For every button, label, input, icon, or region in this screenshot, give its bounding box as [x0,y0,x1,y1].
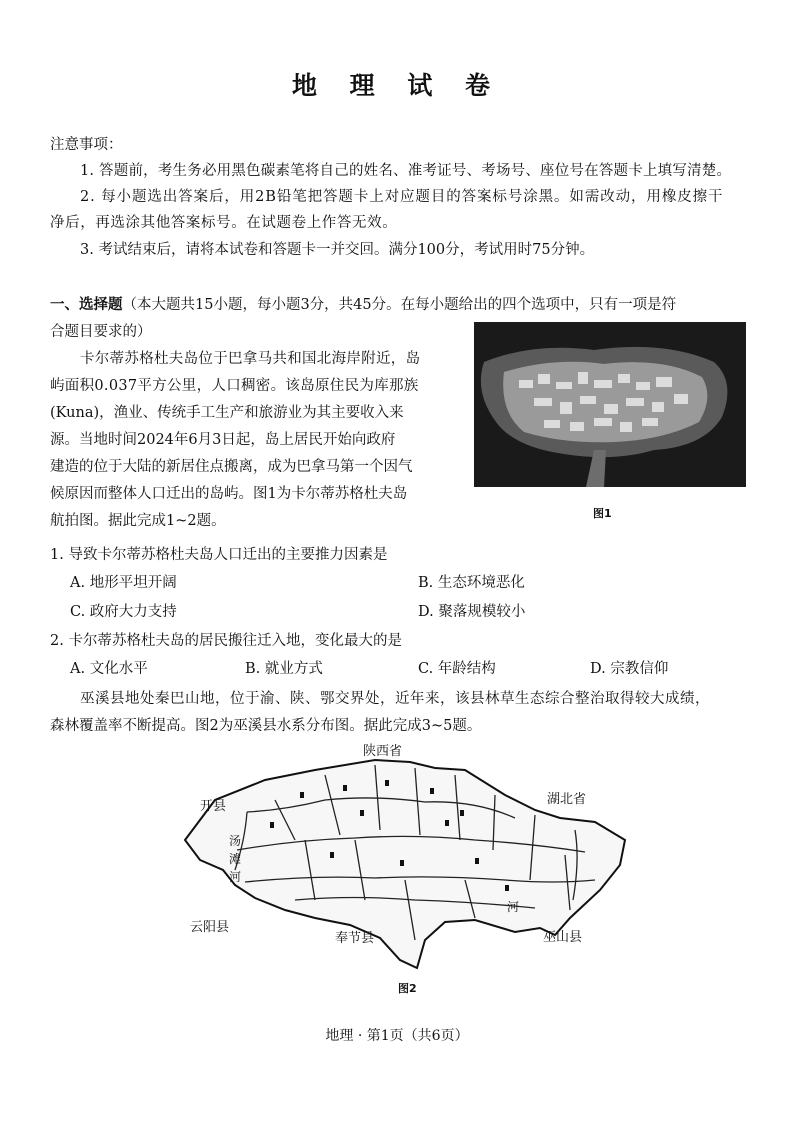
question-2-stem: 2. 卡尔蒂苏格杜夫岛的居民搬往迁入地，变化最大的是 [50,633,402,649]
question-2-option-a: A. 文化水平 [70,661,148,677]
water-system-map [175,740,635,972]
question-1-option-b: B. 生态环境恶化 [418,575,525,591]
section-description-cont: 合题目要求的） [50,324,152,340]
passage1-line: 候原因而整体人口迁出的岛屿。图1为卡尔蒂苏格杜夫岛 [50,486,408,502]
notice-item-3: 3. 考试结束后，请将本试卷和答题卡一并交回。满分100分，考试用时75分钟。 [80,242,595,258]
passage1-line: (Kuna)，渔业、传统手工生产和旅游业为其主要收入来 [50,405,404,421]
passage2-line: 巫溪县地处秦巴山地，位于渝、陕、鄂交界处，近年来，该县林草生态综合整治取得较大成绩， [80,691,710,707]
question-2-option-d: D. 宗教信仰 [590,661,669,677]
map-label-yunyang: 云阳县 [190,920,230,935]
notice-item-2-cont: 净后，再选涂其他答案标号。在试题卷上作答无效。 [50,215,398,231]
map-label-river: 汤 [229,834,242,848]
passage1-line: 屿面积0.037平方公里，人口稠密。该岛原住民为库那族 [50,378,419,394]
map-label-wushan: 巫山县 [543,930,583,945]
page-title: 地 理 试 卷 [291,71,503,100]
page-footer: 地理 · 第1页（共6页） [325,1028,469,1044]
question-1-stem: 1. 导致卡尔蒂苏格杜夫岛人口迁出的主要推力因素是 [50,547,388,563]
question-2-option-c: C. 年龄结构 [418,661,496,677]
question-2-option-b: B. 就业方式 [245,661,323,677]
map-label-fengjie: 奉节县 [335,931,375,946]
map-label-shaanxi: 陕西省 [363,744,403,759]
notice-item-1: 1. 答题前，考生务必用黑色碳素笔将自己的姓名、准考证号、考场号、座位号在答题卡上填写清楚。 [80,163,732,179]
passage1-line: 源。当地时间2024年6月3日起，岛上居民开始向政府 [50,432,396,448]
aerial-photo-figure [474,322,746,487]
map-label-river: 河 [507,900,520,914]
question-1-option-c: C. 政府大力支持 [70,604,177,620]
passage1-line: 卡尔蒂苏格杜夫岛位于巴拿马共和国北海岸附近，岛 [80,351,421,367]
figure2-caption: 图2 [398,982,417,995]
notice-heading: 注意事项： [50,137,123,153]
passage1-line: 航拍图。据此完成1~2题。 [50,513,226,529]
figure1-caption: 图1 [593,507,612,520]
passage1-line: 建造的位于大陆的新居住点搬离，成为巴拿马第一个因气 [50,459,413,475]
question-1-option-d: D. 聚落规模较小 [418,604,526,620]
notice-item-2: 2. 每小题选出答案后，用2B铅笔把答题卡上对应题目的答案标号涂黑。如需改动，用橡皮擦干 [80,189,724,205]
question-1-option-a: A. 地形平坦开阔 [70,575,177,591]
map-label-river: 河 [229,870,242,884]
section-description: （本大题共15小题，每小题3分，共45分。在每小题给出的四个选项中，只有一项是符 [122,297,677,313]
map-label-kaixian: 开县 [200,799,227,814]
section-heading: 一、选择题 [50,297,123,313]
map-label-river: 滩 [229,852,242,866]
passage2-line: 森林覆盖率不断提高。图2为巫溪县水系分布图。据此完成3~5题。 [50,718,482,734]
map-label-hubei: 湖北省 [547,792,587,807]
